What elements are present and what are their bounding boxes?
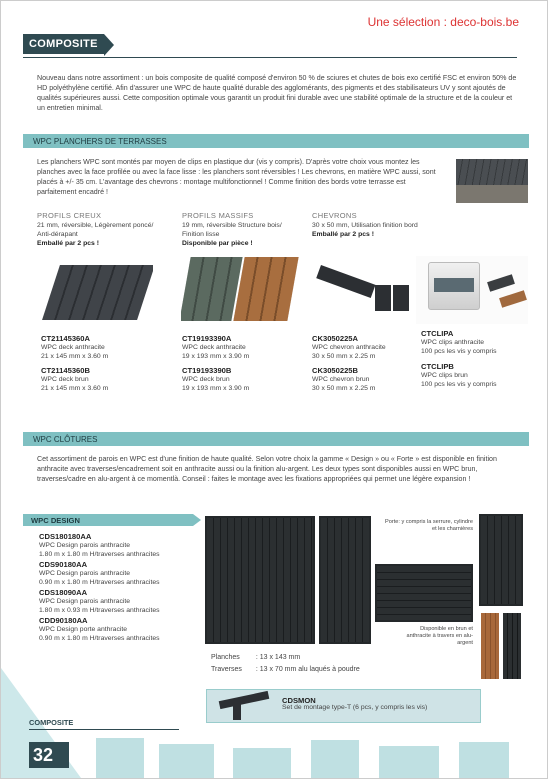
column-note: Emballé par 2 pcs ! (312, 231, 374, 238)
column-heading: PROFILS CREUX (37, 211, 102, 220)
product-name: WPC Design parois anthracite (39, 598, 131, 605)
column-heading: PROFILS MASSIFS (182, 211, 254, 220)
product-name: WPC deck brun (182, 376, 230, 383)
photo-chevron (313, 259, 409, 327)
photo-fence-panel-large (205, 516, 315, 644)
spec-row (211, 665, 372, 675)
product-name: WPC chevron brun (312, 376, 370, 383)
column-profils-massifs (182, 211, 302, 248)
clotures-paragraph: Cet assortiment de parois en WPC est d'une finition de haute qualité. Selon votre choix la gamme « Design » ou « Forte » est disponible en finition anthracite avec traverses/encadrement soit en anthracite aussi ou la finition alu-argent. Les deux types sont disponibles aussi en WPC brun, traverses/cadre en alu-argent à ce momentlà. Conseil : faites le montage avec les fixations appropriées qui permet une légère expansion ! (37, 455, 497, 483)
header-category-tag: COMPOSITE (23, 34, 104, 54)
product-dims: 1.80 m x 0.93 m H/traverses anthracites (39, 607, 160, 614)
note-door: Porte: y compris la serrure, cylindre et les charnières (385, 519, 473, 532)
product-name: WPC deck anthracite (41, 344, 105, 351)
photo-fence-panel-narrow (319, 516, 371, 644)
products-clips (421, 326, 529, 389)
product-code: CK3050225A (312, 334, 359, 343)
section-terrasses-title: WPC PLANCHERS DE TERRASSES (23, 134, 529, 148)
photo-deck-massif (181, 251, 299, 327)
product-qty: 100 pcs les vis y compris (421, 348, 497, 355)
footer-category: COMPOSITE (29, 718, 74, 727)
design-subtitle: WPC DESIGN (23, 514, 193, 526)
design-list (39, 531, 209, 643)
product-name: WPC Design parois anthracite (39, 542, 131, 549)
specs-table (209, 651, 374, 677)
product-desc: Set de montage type-T (6 pcs, y compris les vis) (282, 704, 428, 711)
products-creux (41, 331, 161, 393)
section-clotures-title: WPC CLÔTURES (23, 432, 529, 446)
products-chevrons (312, 331, 432, 393)
product-code: CT19193390B (182, 366, 232, 375)
column-desc: 30 x 50 mm, Utilisation finition bord (312, 222, 418, 229)
product-dims: 0.90 m x 1.80 m H/traverses anthracites (39, 635, 160, 642)
page-number: 32 (29, 742, 69, 768)
product-code: CDS90180AA (39, 560, 88, 569)
spec-label: Planches (211, 654, 240, 661)
product-dims: 30 x 50 mm x 2.25 m (312, 353, 376, 360)
intro-paragraph: Nouveau dans notre assortiment : un bois composite de qualité composé d'environ 50 % de sciures et chutes de bois exo certifié FSC et environ 50% de HD polyéthylène certifié. Afin d'assurer une WPC de haute qualité durable des agglomérants, des pigments et des stabilisateurs UV y sont ajoutés de qualités supérieures aussi. Cette composition optimale vous garantit un produit fini durable avec une stabilité optimale de la structure et de la couleur et un entretien minimal. (37, 74, 517, 112)
product-code: CT21145360A (41, 334, 90, 343)
spec-value: : 13 x 70 mm alu laqués à poudre (255, 666, 360, 673)
header-divider (23, 57, 517, 58)
product-dims: 30 x 50 mm x 2.25 m (312, 385, 376, 392)
product-name: WPC clips brun (421, 372, 468, 379)
footer-divider (29, 729, 179, 730)
product-dims: 21 x 145 mm x 3.60 m (41, 385, 109, 392)
product-qty: 100 pcs les vis y compris (421, 381, 497, 388)
column-desc: 19 mm, réversible Structure bois/ Finition lisse (182, 222, 282, 238)
product-name: WPC Design porte anthracite (39, 626, 128, 633)
product-name: WPC deck brun (41, 376, 89, 383)
photo-color-samples (481, 613, 523, 679)
product-dims: 1.80 m x 1.80 m H/traverses anthracites (39, 551, 160, 558)
mounting-set-image (219, 691, 270, 709)
product-name: WPC Design parois anthracite (39, 570, 131, 577)
product-code: CTCLIPB (421, 362, 454, 371)
product-dims: 19 x 193 mm x 3.90 m (182, 385, 250, 392)
photo-fence-door (479, 514, 523, 606)
photo-fence-panel-low (375, 564, 473, 622)
column-heading: CHEVRONS (312, 211, 357, 220)
photo-clips (416, 256, 528, 324)
product-code: CK3050225B (312, 366, 359, 375)
product-code: CDS18090AA (39, 588, 88, 597)
product-code: CTCLIPA (421, 329, 454, 338)
product-dims: 0.90 m x 1.80 m H/traverses anthracites (39, 579, 160, 586)
note-colors: Disponible en brun et anthracite à travers en alu-argent (406, 626, 473, 646)
product-code: CDD90180AA (39, 616, 88, 625)
spec-row (211, 653, 372, 663)
terrasses-paragraph: Les planchers WPC sont montés par moyen de clips en plastique dur (vis y compris). D'après votre choix vous montez les planches avec la face profilée ou avec la face lisse : les planchers sont réversibles ! Les chevrons, en matière WPC aussi, sont placés à +/- 35 cm. L'avantage des chevrons : montage multifonctionnel ! Comme finition des bords votre terrasse est parfaitement encadré ! (37, 158, 436, 196)
product-code: CT19193390A (182, 334, 232, 343)
column-note: Disponible par pièce ! (182, 240, 253, 247)
column-desc: 21 mm, réversible, Légèrement poncé/ Anti-dérapant (37, 222, 154, 238)
column-profils-creux (37, 211, 157, 248)
column-note: Emballé par 2 pcs ! (37, 240, 99, 247)
photo-deck-creux (41, 259, 153, 327)
header-site: Une sélection : deco-bois.be (367, 15, 519, 29)
product-name: WPC deck anthracite (182, 344, 246, 351)
products-massifs (182, 331, 302, 393)
terrace-photo (456, 159, 528, 203)
cdsmon-box (206, 689, 481, 723)
product-dims: 21 x 145 mm x 3.60 m (41, 353, 109, 360)
product-code: CDSMON (282, 696, 316, 705)
spec-label: Traverses (211, 666, 242, 673)
product-code: CT21145360B (41, 366, 90, 375)
footer-decor (1, 722, 547, 778)
product-name: WPC chevron anthracite (312, 344, 386, 351)
spec-value: : 13 x 143 mm (255, 654, 301, 661)
product-name: WPC clips anthracite (421, 339, 485, 346)
product-code: CDS180180AA (39, 532, 92, 541)
column-chevrons (312, 211, 432, 239)
product-dims: 19 x 193 mm x 3.90 m (182, 353, 250, 360)
